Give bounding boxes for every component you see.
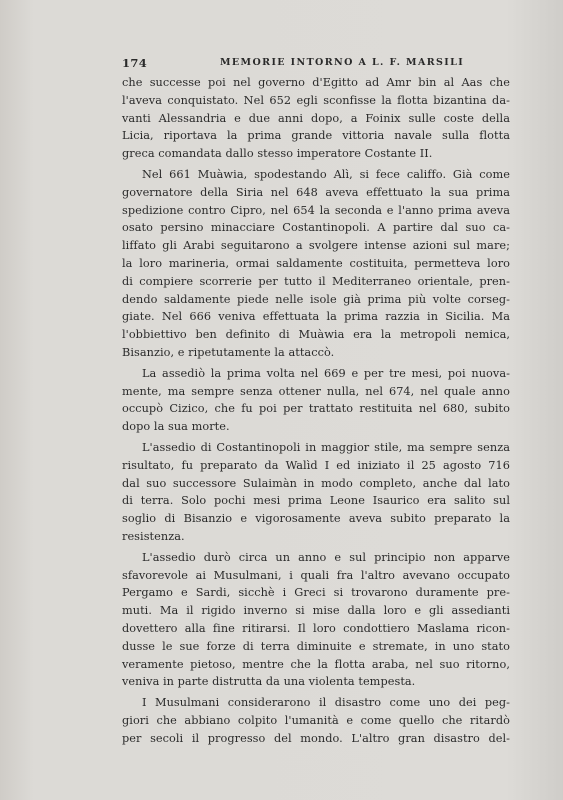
text-line: risultato, fu preparato da Walìd I ed iniziato il 25 agosto 716 xyxy=(122,458,510,472)
text-line: dendo saldamente piede nelle isole già prima più volte corseg- xyxy=(122,292,510,306)
page-number: 174 xyxy=(122,56,148,70)
text-line: Pergamo e Sardi, sicchè i Greci si trovarono duramente pre- xyxy=(122,586,510,600)
text-line: L'assedio durò circa un anno e sul principio non apparve xyxy=(142,550,510,564)
text-line: vanti Alessandria e due anni dopo, a Foinix sulle coste della xyxy=(122,111,510,125)
paragraph xyxy=(122,549,510,691)
text-line: greca comandata dallo stesso imperatore Costante II. xyxy=(122,147,433,161)
body-text xyxy=(122,74,510,747)
text-line: mente, ma sempre senza ottener nulla, nel 674, nel quale anno xyxy=(122,384,510,398)
text-line: che successe poi nel governo d'Egitto ad Amr bin al Aas che xyxy=(122,76,510,89)
paragraph xyxy=(122,365,510,436)
text-line: L'assedio di Costantinopoli in maggior stile, ma sempre senza xyxy=(142,440,510,454)
text-line: dovettero alla fine ritirarsi. Il loro condottiero Maslama ricon- xyxy=(122,621,510,635)
text-line: l'aveva conquistato. Nel 652 egli sconfisse la flotta bizantina da- xyxy=(122,93,510,107)
text-line: resistenza. xyxy=(122,529,185,543)
text-line: l'obbiettivo ben definito di Muàwia era la metropoli nemica, xyxy=(122,328,510,342)
text-line: dusse le sue forze di terra diminuite e stremate, in uno stato xyxy=(122,639,510,653)
text-line: I Musulmani considerarono il disastro come uno dei peg- xyxy=(142,696,510,710)
text-line: per secoli il progresso del mondo. L'altro gran disastro del- xyxy=(122,731,510,745)
text-line: di terra. Solo pochi mesi prima Leone Isaurico era salito sul xyxy=(122,494,510,508)
text-line: veramente pietoso, mentre che la flotta araba, nel suo ritorno, xyxy=(122,657,510,671)
paragraph xyxy=(122,694,510,747)
text-line: soglio di Bisanzio e vigorosamente aveva subito preparato la xyxy=(122,512,510,526)
text-line: muti. Ma il rigido inverno si mise dalla loro e gli assedianti xyxy=(122,604,510,618)
paragraph xyxy=(122,439,510,546)
text-line: La assediò la prima volta nel 669 e per tre mesi, poi nuova- xyxy=(142,366,510,380)
text-line: veniva in parte distrutta da una violenta tempesta. xyxy=(122,675,416,689)
text-line: Licia, riportava la prima grande vittoria navale sulla flotta xyxy=(122,129,510,143)
text-line: dopo la sua morte. xyxy=(122,420,230,434)
text-line: occupò Cizico, che fu poi per trattato restituita nel 680, subito xyxy=(122,402,510,416)
text-line: di compiere scorrerie per tutto il Mediterraneo orientale, pren- xyxy=(122,274,510,288)
text-line: spedizione contro Cipro, nel 654 la seconda e l'anno prima aveva xyxy=(122,203,510,217)
running-title: MEMORIE INTORNO A L. F. MARSILI xyxy=(220,57,465,68)
paragraph xyxy=(122,74,510,163)
text-line: governatore della Siria nel 648 aveva effettuato la sua prima xyxy=(122,185,510,199)
text-line: la loro marineria, ormai saldamente costituita, permetteva loro xyxy=(122,256,510,270)
paragraph xyxy=(122,166,510,362)
text-line: dal suo successore Sulaimàn in modo completo, anche dal lato xyxy=(122,476,510,490)
text-line: osato persino minacciare Costantinopoli. A partire dal suo ca- xyxy=(122,221,510,235)
text-line: sfavorevole ai Musulmani, i quali fra l'altro avevano occupato xyxy=(122,568,510,582)
text-line: Nel 661 Muàwia, spodestando Alì, si fece califfo. Già come xyxy=(142,167,510,181)
text-line: liffato gli Arabi seguitarono a svolgere intense azioni sul mare; xyxy=(122,239,510,253)
text-line: Bisanzio, e ripetutamente la attaccò. xyxy=(122,345,335,359)
page-header xyxy=(122,56,502,72)
text-line: giori che abbiano colpito l'umanità e come quello che ritardò xyxy=(122,713,510,727)
text-line: giate. Nel 666 veniva effettuata la prima razzia in Sicilia. Ma xyxy=(122,310,510,324)
